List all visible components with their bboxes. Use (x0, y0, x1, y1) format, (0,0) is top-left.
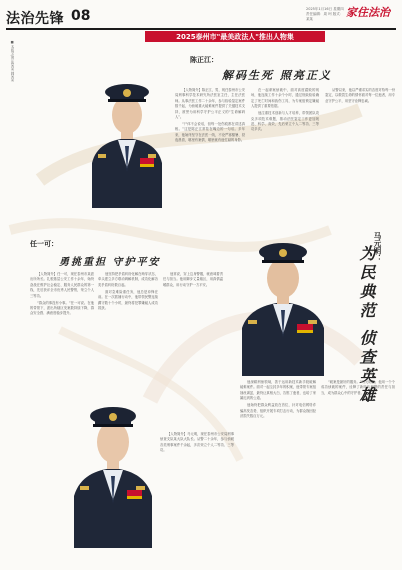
profile-name: 陈正江： (190, 56, 218, 64)
portrait-officer-1 (88, 68, 166, 208)
profile-name: 任一可： (30, 240, 58, 248)
paragraph: 他深耕刑侦领域，善于运用新技术新手段破解疑难案件。面对一起尘封多年的积案，他带领专案组抽丝剥茧，最终让真相大白，告慰了逝者，也给了家属迟到的公道。 (240, 380, 316, 401)
article-column (325, 88, 395, 238)
paragraph: “破案是最好的服务。”马元明说。他用一个个成功侦破的案件，诠释了新时代刑警的责任与担当，成为群众心中的守护者。 (321, 380, 395, 395)
header-rule (6, 28, 396, 30)
meta-line: 2025年1月16日 星期四 (306, 7, 344, 11)
banner-text: 2025泰州市"最美政法人"推出人物集 (176, 33, 294, 41)
profile-slogan: 勇挑重担 守护平安 (59, 257, 161, 268)
paragraph: 他始终把群众利益放在首位，针对电信网络诈骗高发态势，组织开展专项打击行动，为群众挽回经济损失数百万元。 (240, 403, 316, 418)
portrait-officer-2 (72, 388, 154, 548)
feature-banner (145, 31, 325, 42)
article-column (240, 380, 316, 562)
brand-logo: 家住法治 (346, 6, 390, 19)
profile-slogan: 为民典范 侦查英雄 (357, 245, 376, 406)
paragraph: 他注重技术创新与人才培养，带领团队攻克多项技术难题，推动法医鉴定工作更加规范、科学、高效，先后荣立个人二等功、三等功多次。 (251, 111, 319, 132)
byline-vertical: ■ 本版文/图 张某某 韩某某 (10, 40, 14, 82)
profile-slogan: 解码生死 照亮正义 (222, 69, 332, 82)
portrait-officer-3 (240, 226, 326, 376)
meta-line: 责任编辑：周 珂 版式：某某 (306, 12, 344, 21)
paragraph: 在一起命案侦破中，面对高度腐败的现场，他连续工作十余个小时，通过细致检验确定了死亡时间和致伤工具，为专案组锁定嫌疑人提供了重要依据。 (251, 88, 319, 109)
article-column (175, 88, 245, 238)
section-title: 法治先锋 (6, 11, 64, 27)
profile-name: 马元明： (373, 232, 382, 262)
paragraph: 【人物简介】马元明，现任泰州市公安局刑事侦查支队某大队大队长。从警二十余年，参与侦破各类刑事案件千余起，多次荣立个人二等功、三等功。 (160, 432, 234, 453)
paragraph: 他常说，穿上这身警服，就意味着责任与担当。他用脚步丈量辖区，用真情温暖群众，用行动守护一方平安。 (163, 272, 223, 287)
article-column (163, 272, 223, 382)
paragraph: 他坚持把矛盾纠纷化解在萌芽状态，牵头建立多方联动调解机制，成功化解各类矛盾纠纷数百起。 (98, 272, 158, 287)
article-column (251, 88, 319, 238)
paragraph: “群众的事没有小事。”任一可说。在他的带领下，派出所辖区发案数持续下降，群众安全感、满意度稳步提升。 (30, 300, 94, 316)
paragraph: 【人物简介】陈正江，男，现任泰州市公安局刑事科学技术研究所法医室主任，主任法医师。从事法医工作二十余年，参与检验鉴定案件数千起，为侦破重大疑难案件提供了关键技术支持，被誉为用科学守护公平正义的“生命解码人”。 (175, 88, 245, 120)
paragraph: 面对急难险重任务，他总是冲锋在前。在一次抓捕行动中，他带领民警连续蹲守数十个小时，最终将犯罪嫌疑人成功抓获。 (98, 289, 158, 310)
article-column (321, 380, 395, 562)
article-column (160, 432, 234, 562)
article-column (30, 272, 94, 392)
paragraph: 从警以来，他以严谨求实的态度对待每一份鉴定，以敬畏生命的情怀面对每一位逝者，用专业守护公平，用坚守诠释忠诚。 (325, 88, 395, 103)
header-meta (306, 7, 346, 22)
paragraph: “尸体不会说话，但每一处伤痕都在讲述真相。”这是陈正江常挂在嘴边的一句话。多年来，他始终坚守在法医一线，不论严寒酷暑、昼夜晨昏，哪里有案情，哪里就有他忙碌的身影。 (175, 121, 245, 143)
paragraph: 【人物简介】任一可，现任泰州市某派出所所长。扎根基层公安工作十余年，始终奋战在维护社会稳定、服务人民群众的第一线，先后获评全市优秀人民警察，荣立个人三等功。 (30, 272, 94, 298)
page-number: 08 (71, 8, 91, 24)
